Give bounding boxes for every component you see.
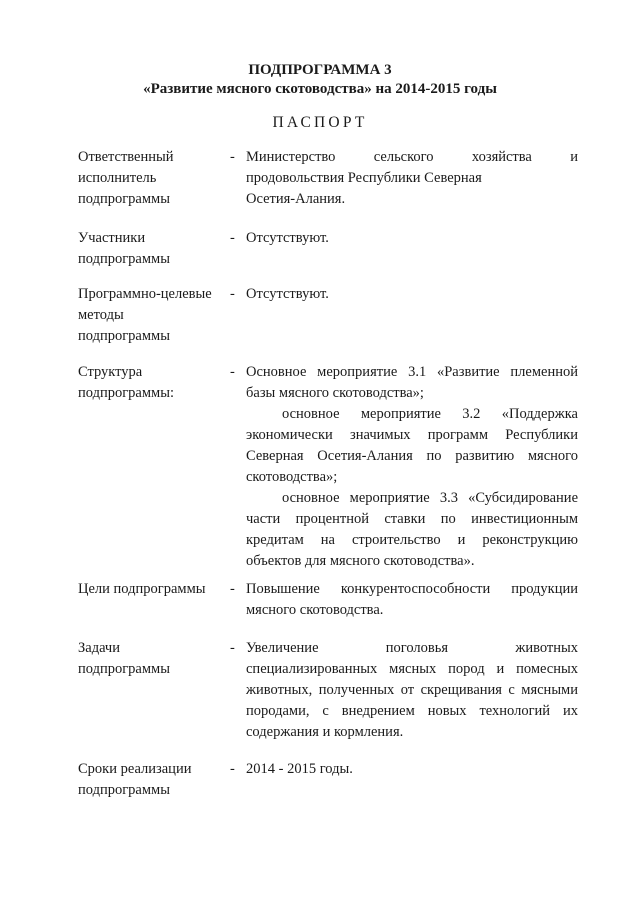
row-dash: - [230, 286, 235, 302]
value-paragraph: Повышение конкурентоспособности продукции мясного скотоводства. [246, 581, 578, 618]
row-label: Структура подпрограммы: [78, 364, 174, 401]
row-dash: - [230, 149, 235, 165]
row-value [246, 147, 578, 210]
row-value [246, 228, 578, 249]
value-paragraph: основное мероприятие 3.3 «Субсидирование части процентной ставки по инвестиционным кредитам на строительство и реконструкцию объектов для мясного скотоводства». [246, 490, 578, 569]
value-paragraph: основное мероприятие 3.2 «Поддержка экономически значимых программ Республики Северная Осетия-Алания по развитию мясного скотоводства»; [246, 406, 578, 485]
row-label: Ответственный исполнитель подпрограммы [78, 149, 174, 207]
value-paragraph: Отсутствуют. [246, 230, 329, 246]
value-line: Осетия-Алания. [246, 191, 346, 207]
row-dash: - [230, 581, 235, 597]
document-subtitle: «Развитие мясного скотоводства» на 2014-2015 годы [143, 81, 497, 97]
row-label: Программно-целевые методы подпрограммы [78, 286, 212, 344]
row-dash: - [230, 640, 235, 656]
value-line: продовольствия Республики Северная [246, 170, 482, 186]
row-value [246, 284, 578, 305]
row-label: Задачи подпрограммы [78, 640, 170, 677]
row-label: Участники подпрограммы [78, 230, 170, 267]
value-paragraph: Основное мероприятие 3.1 «Развитие племенной базы мясного скотоводства»; [246, 364, 578, 401]
row-value [246, 579, 578, 621]
row-label: Сроки реализации подпрограммы [78, 761, 192, 798]
row-value [246, 362, 578, 572]
value-line: Министерство сельского хозяйства и [246, 149, 578, 165]
row-value [246, 759, 578, 780]
value-paragraph: 2014 - 2015 годы. [246, 761, 353, 777]
row-value [246, 638, 578, 743]
passport-heading: ПАСПОРТ [272, 114, 368, 131]
row-dash: - [230, 761, 235, 777]
document-title: ПОДПРОГРАММА 3 [248, 62, 392, 78]
row-label: Цели подпрограммы [78, 581, 206, 597]
value-paragraph: Отсутствуют. [246, 286, 329, 302]
row-dash: - [230, 230, 235, 246]
value-paragraph: Увеличение поголовья животных специализированных мясных пород и помесных животных, полученных от скрещивания с мясными породами, с внедрением новых технологий их содержания и кормления. [246, 640, 578, 740]
row-dash: - [230, 364, 235, 380]
